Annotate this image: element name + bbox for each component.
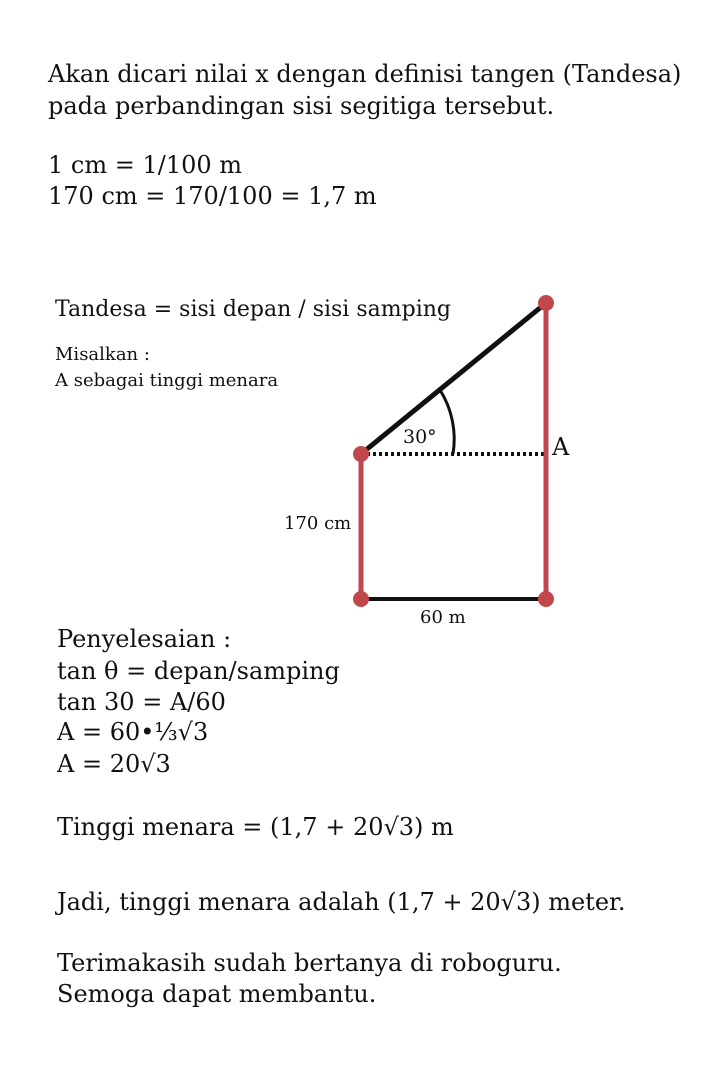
- side-a-label: A: [552, 433, 570, 461]
- a-meaning: A sebagai tinggi menara: [55, 370, 279, 391]
- misalkan-label: Misalkan :: [55, 344, 150, 365]
- closing-line-1: Terimakasih sudah bertanya di roboguru.: [57, 949, 562, 977]
- observer-foot-point: [353, 591, 369, 607]
- tandesa-definition: Tandesa = sisi depan / sisi samping: [55, 297, 451, 322]
- conclusion: Jadi, tinggi menara adalah (1,7 + 20√3) meter.: [57, 888, 626, 916]
- solution-step-2: tan 30 = A/60: [57, 688, 226, 716]
- conversion-line-2: 170 cm = 170/100 = 1,7 m: [48, 182, 377, 210]
- intro-line-1: Akan dicari nilai x dengan definisi tangen (Tandesa): [48, 60, 682, 88]
- solution-step-1: tan θ = depan/samping: [57, 657, 340, 685]
- tower-height-result: Tinggi menara = (1,7 + 20√3) m: [57, 813, 454, 841]
- angle-arc: [440, 390, 454, 454]
- angle-label: 30°: [403, 426, 437, 448]
- solution-step-3: A = 60•⅓√3: [57, 718, 209, 746]
- solution-step-4: A = 20√3: [57, 750, 171, 778]
- base-label: 60 m: [420, 607, 466, 628]
- closing-line-2: Semoga dapat membantu.: [57, 980, 377, 1008]
- observer-eye-point: [353, 446, 369, 462]
- conversion-line-1: 1 cm = 1/100 m: [48, 151, 243, 179]
- tower-top-point: [538, 295, 554, 311]
- solution-heading: Penyelesaian :: [57, 625, 232, 653]
- tower-foot-point: [538, 591, 554, 607]
- height-label: 170 cm: [284, 513, 352, 534]
- intro-line-2: pada perbandingan sisi segitiga tersebut.: [48, 92, 555, 120]
